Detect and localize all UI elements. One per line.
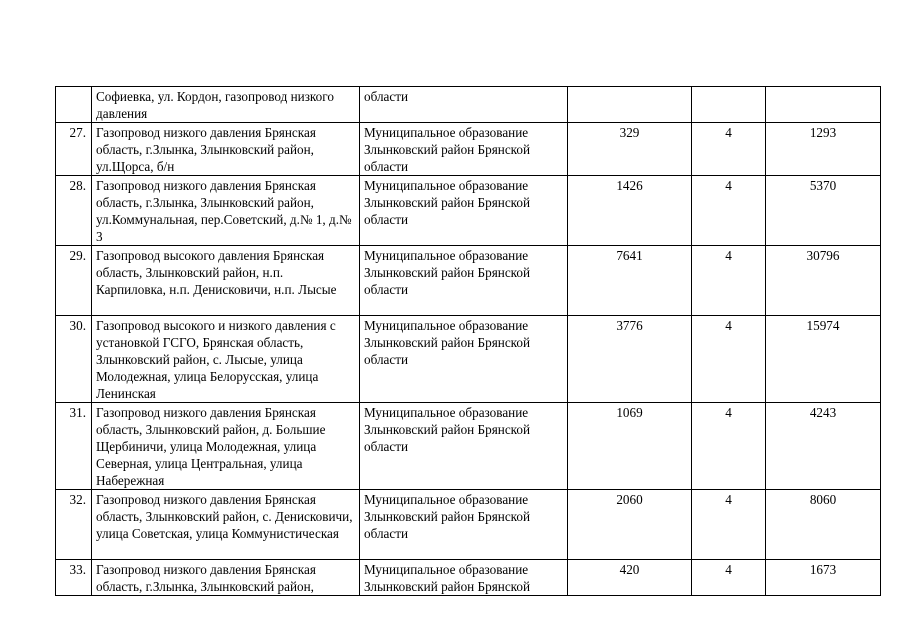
length-value: 1426 xyxy=(568,176,692,246)
owner-name: Муниципальное образование Злынковский район Брянской области xyxy=(360,316,568,403)
row-number: 31. xyxy=(56,403,92,490)
object-name: Газопровод низкого давления Брянская область, г.Злынка, Злынковский район, ул.Щорса, б/н xyxy=(92,123,360,176)
length-value xyxy=(568,87,692,123)
table-row xyxy=(56,123,881,176)
table-row xyxy=(56,87,881,123)
object-name: Софиевка, ул. Кордон, газопровод низкого давления xyxy=(92,87,360,123)
owner-name: Муниципальное образование Злынковский район Брянской области xyxy=(360,123,568,176)
owner-name: Муниципальное образование Злынковский район Брянской области xyxy=(360,176,568,246)
row-number: 27. xyxy=(56,123,92,176)
object-name: Газопровод низкого давления Брянская область, Злынковский район, д. Большие Щербиничи, улица Молодежная, улица Северная, улица Центральная, улица Набережная xyxy=(92,403,360,490)
category-value: 4 xyxy=(692,246,766,316)
object-name: Газопровод низкого давления Брянская область, г.Злынка, Злынковский район, xyxy=(92,560,360,596)
row-number: 30. xyxy=(56,316,92,403)
cost-value: 30796 xyxy=(766,246,881,316)
row-number: 29. xyxy=(56,246,92,316)
row-number xyxy=(56,87,92,123)
object-name: Газопровод высокого давления Брянская область, Злынковский район, н.п. Карпиловка, н.п. Денисковичи, н.п. Лысые xyxy=(92,246,360,316)
length-value: 2060 xyxy=(568,490,692,560)
length-value: 329 xyxy=(568,123,692,176)
table-row xyxy=(56,176,881,246)
owner-name: Муниципальное образование Злынковский район Брянской области xyxy=(360,246,568,316)
object-name: Газопровод низкого давления Брянская область, г.Злынка, Злынковский район, ул.Коммунальная, пер.Советский, д.№ 1, д.№ 3 xyxy=(92,176,360,246)
category-value: 4 xyxy=(692,316,766,403)
table-row xyxy=(56,246,881,316)
length-value: 1069 xyxy=(568,403,692,490)
cost-value: 1673 xyxy=(766,560,881,596)
length-value: 3776 xyxy=(568,316,692,403)
cost-value: 5370 xyxy=(766,176,881,246)
cost-value xyxy=(766,87,881,123)
row-number: 28. xyxy=(56,176,92,246)
cost-value: 1293 xyxy=(766,123,881,176)
property-table xyxy=(55,86,881,596)
category-value: 4 xyxy=(692,490,766,560)
category-value: 4 xyxy=(692,123,766,176)
category-value xyxy=(692,87,766,123)
length-value: 7641 xyxy=(568,246,692,316)
cost-value: 15974 xyxy=(766,316,881,403)
row-number: 33. xyxy=(56,560,92,596)
cost-value: 4243 xyxy=(766,403,881,490)
table-row xyxy=(56,316,881,403)
length-value: 420 xyxy=(568,560,692,596)
category-value: 4 xyxy=(692,176,766,246)
table-row xyxy=(56,490,881,560)
category-value: 4 xyxy=(692,560,766,596)
object-name: Газопровод высокого и низкого давления с установкой ГСГО, Брянская область, Злынковский район, с. Лысые, улица Молодежная, улица Белорусская, улица Ленинская xyxy=(92,316,360,403)
table-row xyxy=(56,560,881,596)
object-name: Газопровод низкого давления Брянская область, Злынковский район, с. Денисковичи, улица Советская, улица Коммунистическая xyxy=(92,490,360,560)
owner-name: Муниципальное образование Злынковский район Брянской области xyxy=(360,403,568,490)
row-number: 32. xyxy=(56,490,92,560)
owner-name: Муниципальное образование Злынковский район Брянской области xyxy=(360,490,568,560)
owner-name: Муниципальное образование Злынковский район Брянской xyxy=(360,560,568,596)
category-value: 4 xyxy=(692,403,766,490)
cost-value: 8060 xyxy=(766,490,881,560)
owner-name: области xyxy=(360,87,568,123)
table-row xyxy=(56,403,881,490)
